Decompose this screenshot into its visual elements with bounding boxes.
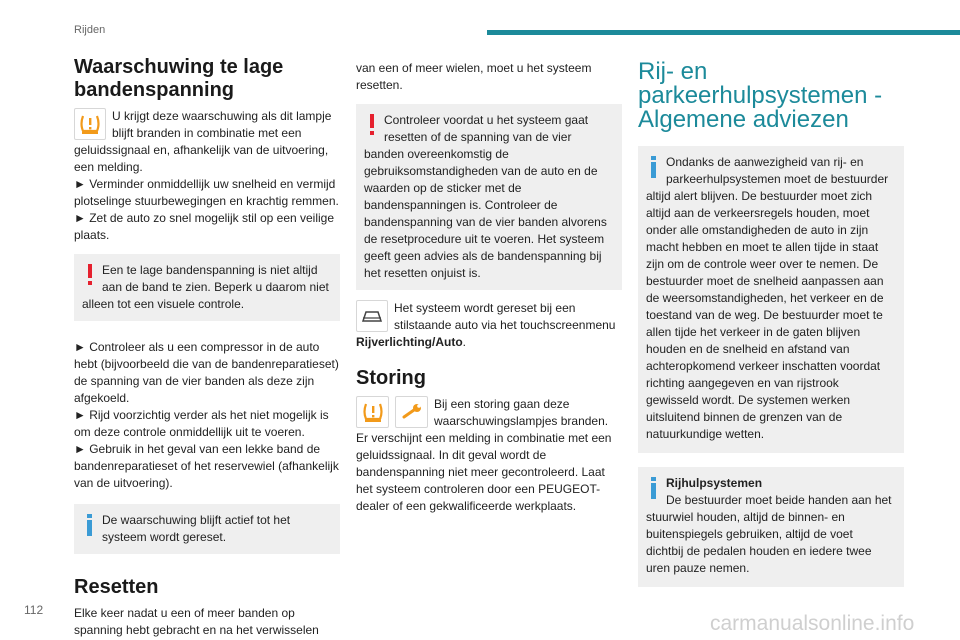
step-use-repair-kit: ► Gebruik in het geval van een lekke band de bandenreparatieset of het reservewiel (afhankelijk van de uitvoering). <box>74 442 339 490</box>
column-middle <box>356 60 622 515</box>
column-left <box>74 56 340 639</box>
info-box <box>74 504 340 554</box>
step-drive-carefully: ► Rijd voorzichtig verder als het niet mogelijk is om deze controle onmiddellijk uit te voeren. <box>74 408 329 439</box>
page-number: 112 <box>24 603 44 617</box>
info-box-driving-aids-text: Ondanks de aanwezigheid van rij- en parkeerhulpsystemen moet de bestuurder altijd alert blijven. De bestuurder moet zich altijd aan de verkeersregels houden, moet onder alle omstandigheden de auto in zijn macht hebben en moet te allen tijde in staat zijn om de controle weer over te nemen. De bestuurder moet de snelheid aanpassen aan de weersomstandigheden, het verkeer en de toestand van de weg. De bestuurder moet te allen tijde het verkeer in de gaten blijven houden en de snelheid en afstand van achteropkomend verkeer inschatten voordat richting aangegeven en van rijstrook gewisseld wordt. De systemen werken uitsluitend binnen de grenzen van de natuurkundige wetten. <box>646 155 889 441</box>
step-reduce-speed: ► Verminder onmiddellijk uw snelheid en vermijd plotselinge stuurbewegingen en krachtig remmen. <box>74 177 339 208</box>
driving-assist-title: Rijhulpsystemen <box>666 476 763 490</box>
reset-menu-pre: Het systeem wordt gereset bij een stilstaande auto via het touchscreenmenu <box>394 301 616 332</box>
wrench-service-icon <box>395 396 428 428</box>
fault-text: Bij een storing gaan deze waarschuwingslampjes branden. Er verschijnt een melding in combinatie met een geluidssignaal. In dit geval wordt de bandenspanning niet meer gecontroleerd. Laat het systeem controleren door een PEUGEOT-dealer of een gekwalificeerde werkplaats. <box>356 397 612 513</box>
watermark: carmanualsonline.info <box>710 612 915 635</box>
menu-path: Rijverlichting/Auto <box>356 335 463 349</box>
reset-text-continued: van een of meer wielen, moet u het systeem resetten. <box>356 61 592 92</box>
section-title-fault: Storing <box>356 367 426 389</box>
warning-box-reset <box>356 104 622 290</box>
column-right <box>638 60 904 597</box>
info-icon <box>82 512 98 538</box>
reset-via-menu-text <box>356 300 622 351</box>
section-title-tyre-warning: Waarschuwing te lage bandenspanning <box>74 56 284 101</box>
tyre-pressure-warning-icon <box>74 108 106 140</box>
header-accent-bar <box>487 30 960 35</box>
info-box-driving-assist <box>638 467 904 587</box>
warning-box-reset-text: Controleer voordat u het systeem gaat resetten of de spanning van de vier banden overeenkomstig de gebruiksomstandigheden van de auto en de waarden op de sticker met de bandenspanningen is. Controleer de bandenspanning van de vier banden alvorens de resetprocedure uit te voeren. Het systeem geeft geen advies als de bandenspanning bij het resetten onjuist is. <box>364 113 607 280</box>
info-box-text: De waarschuwing blijft actief tot het systeem wordt gereset. <box>102 513 291 544</box>
exclamation-icon <box>82 262 98 288</box>
section-title-driving-aids: Rij- en parkeerhulpsystemen - Algemene adviezen <box>638 58 883 133</box>
tyre-warning-intro: U krijgt deze waarschuwing als dit lampje blijft branden in combinatie met een geluidssignaal en, afhankelijk van de uitvoering, een melding. <box>74 109 332 174</box>
exclamation-icon <box>364 112 380 138</box>
reset-text: Elke keer nadat u een of meer banden op spanning hebt gebracht en na het verwisselen <box>74 606 319 637</box>
running-header: Rijden <box>74 24 106 36</box>
driving-assist-text: De bestuurder moet beide handen aan het stuurwiel houden, altijd de binnen- en buitenspiegels gebruiken, altijd de voet dichtbij de pedalen houden en iedere twee uren pauze nemen. <box>646 493 892 575</box>
info-box-driving-aids <box>638 146 904 453</box>
reset-menu-post: . <box>462 335 467 349</box>
step-check-compressor: ► Controleer als u een compressor in de auto hebt (bijvoorbeeld die van de bandenreparatieset) de spanning van de vier banden als deze zijn afgekoeld. <box>74 340 339 405</box>
tyre-pressure-warning-icon <box>356 396 389 428</box>
warning-box-text: Een te lage bandenspanning is niet altijd aan de band te zien. Beperk u daarom niet alleen tot een visuele controle. <box>82 263 329 311</box>
car-icon <box>356 300 388 332</box>
step-stop-safely: ► Zet de auto zo snel mogelijk stil op een veilige plaats. <box>74 211 335 242</box>
info-icon <box>646 475 662 501</box>
info-icon <box>646 154 662 180</box>
section-title-reset: Resetten <box>74 576 159 598</box>
warning-box <box>74 254 340 321</box>
